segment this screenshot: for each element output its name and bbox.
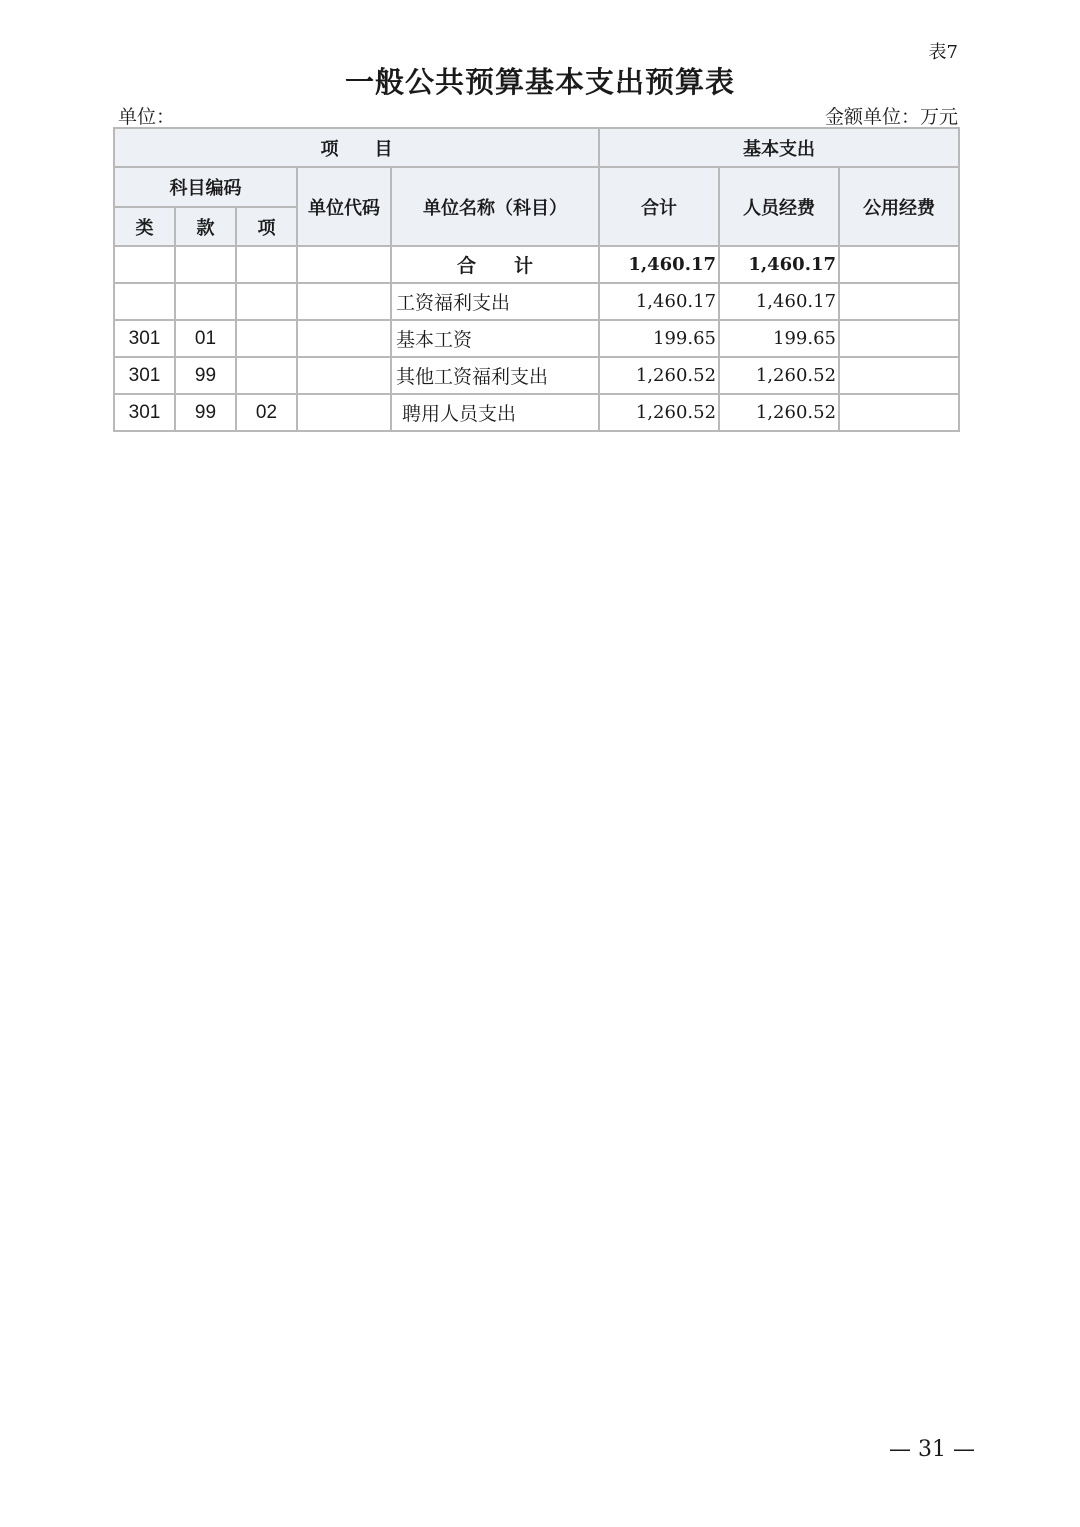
header-item-group: 项 目 (114, 128, 599, 167)
cell-unit-name: 其他工资福利支出 (391, 357, 599, 394)
cell-item (236, 246, 297, 283)
cell-unit-code (297, 394, 391, 431)
table-row (114, 320, 959, 357)
cell-item: 02 (236, 394, 297, 431)
cell-unit-name: 聘用人员支出 (391, 394, 599, 431)
cell-category: 301 (114, 357, 175, 394)
cell-personnel: 1,460.17 (719, 246, 839, 283)
cell-category: 301 (114, 320, 175, 357)
cell-total: 199.65 (599, 320, 719, 357)
table-row-total (114, 246, 959, 283)
header-personnel: 人员经费 (719, 167, 839, 246)
cell-category (114, 283, 175, 320)
cell-personnel: 1,260.52 (719, 357, 839, 394)
page-number: — 31 — (889, 1437, 975, 1462)
cell-unit-code (297, 320, 391, 357)
header-section: 款 (175, 207, 236, 246)
cell-public (839, 394, 959, 431)
cell-item (236, 283, 297, 320)
cell-total: 1,260.52 (599, 357, 719, 394)
header-basic-expense-group: 基本支出 (599, 128, 959, 167)
budget-table (113, 127, 960, 432)
cell-unit-code (297, 357, 391, 394)
header-category: 类 (114, 207, 175, 246)
cell-section (175, 246, 236, 283)
cell-section: 01 (175, 320, 236, 357)
cell-public (839, 320, 959, 357)
cell-unit-name: 工资福利支出 (391, 283, 599, 320)
table-row (114, 283, 959, 320)
cell-total: 1,460.17 (599, 283, 719, 320)
cell-personnel: 1,460.17 (719, 283, 839, 320)
header-subject-code: 科目编码 (114, 167, 297, 207)
table-row (114, 394, 959, 431)
cell-public (839, 357, 959, 394)
cell-item (236, 320, 297, 357)
cell-unit-name: 合 计 (391, 246, 599, 283)
cell-section: 99 (175, 357, 236, 394)
header-public: 公用经费 (839, 167, 959, 246)
cell-category: 301 (114, 394, 175, 431)
cell-public (839, 246, 959, 283)
header-item: 项 (236, 207, 297, 246)
cell-public (839, 283, 959, 320)
cell-item (236, 357, 297, 394)
cell-total: 1,460.17 (599, 246, 719, 283)
cell-personnel: 199.65 (719, 320, 839, 357)
header-unit-code: 单位代码 (297, 167, 391, 246)
cell-total: 1,260.52 (599, 394, 719, 431)
cell-section: 99 (175, 394, 236, 431)
header-total: 合计 (599, 167, 719, 246)
cell-personnel: 1,260.52 (719, 394, 839, 431)
cell-category (114, 246, 175, 283)
table-number: 表7 (928, 42, 958, 63)
header-unit-name: 单位名称（科目） (391, 167, 599, 246)
cell-unit-code (297, 246, 391, 283)
page-title: 一般公共预算基本支出预算表 (344, 65, 735, 99)
unit-label: 单位： (118, 106, 176, 128)
table-row (114, 357, 959, 394)
cell-unit-code (297, 283, 391, 320)
cell-unit-name: 基本工资 (391, 320, 599, 357)
amount-unit-label: 金额单位：万元 (824, 106, 958, 128)
cell-section (175, 283, 236, 320)
